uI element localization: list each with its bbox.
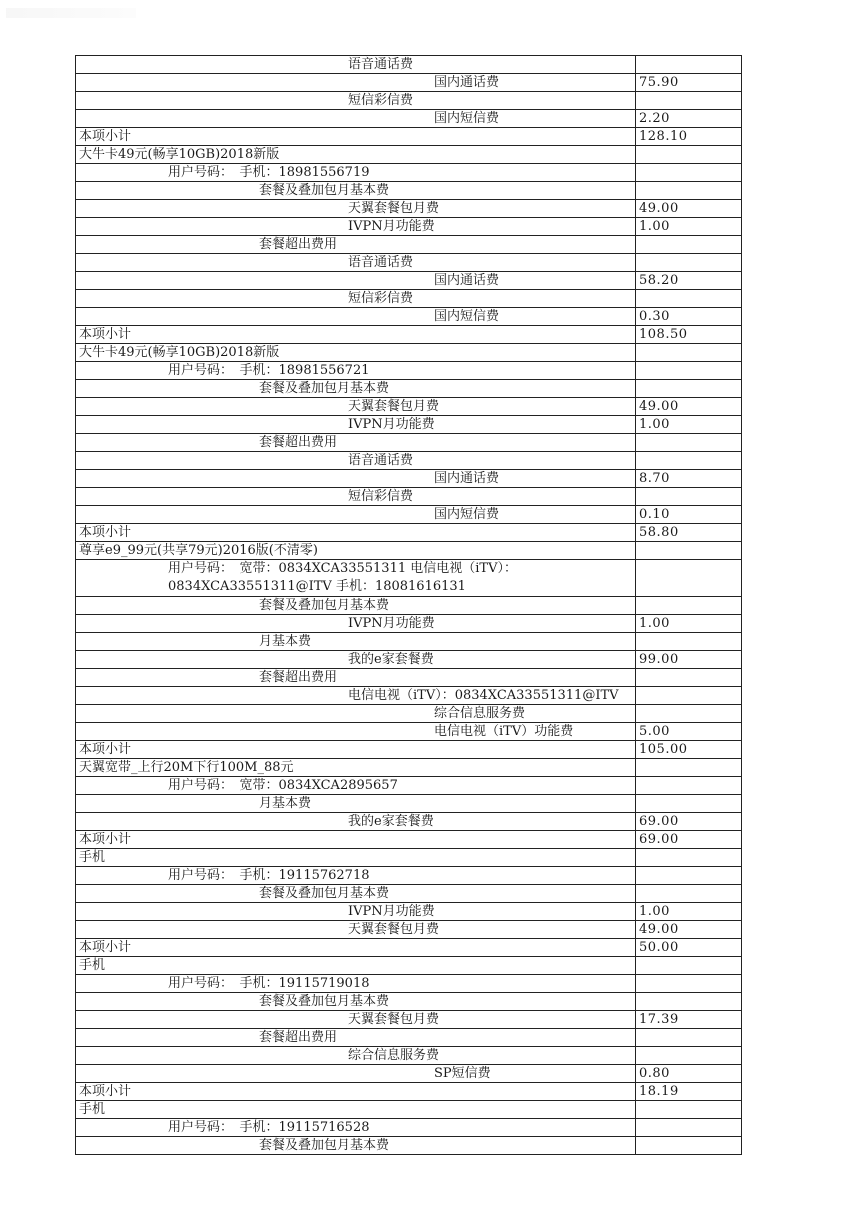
item-amount <box>636 164 742 182</box>
item-amount <box>636 542 742 560</box>
table-row <box>76 362 742 380</box>
item-label: 本项小计 <box>76 128 636 146</box>
item-label: 我的e家套餐费 <box>76 813 636 831</box>
item-label: 短信彩信费 <box>76 92 636 110</box>
subtotal-row <box>76 128 742 146</box>
item-label: 用户号码： 手机：18981556719 <box>76 164 636 182</box>
item-label: 套餐及叠加包月基本费 <box>76 993 636 1011</box>
table-row <box>76 92 742 110</box>
item-label: 语音通话费 <box>76 254 636 272</box>
item-label: 月基本费 <box>76 633 636 651</box>
item-amount: 99.00 <box>636 651 742 669</box>
item-label: 大牛卡49元(畅享10GB)2018新版 <box>76 146 636 164</box>
table-row <box>76 921 742 939</box>
table-row <box>76 560 742 597</box>
item-amount: 50.00 <box>636 939 742 957</box>
item-amount: 0.30 <box>636 308 742 326</box>
subtotal-row <box>76 1083 742 1101</box>
item-amount: 105.00 <box>636 741 742 759</box>
item-label: 套餐及叠加包月基本费 <box>76 182 636 200</box>
item-amount: 49.00 <box>636 398 742 416</box>
table-row <box>76 669 742 687</box>
item-amount <box>636 957 742 975</box>
item-amount: 1.00 <box>636 416 742 434</box>
item-amount <box>636 254 742 272</box>
item-label: 国内短信费 <box>76 506 636 524</box>
table-row <box>76 687 742 705</box>
item-amount <box>636 633 742 651</box>
item-amount <box>636 1101 742 1119</box>
item-amount: 17.39 <box>636 1011 742 1029</box>
item-amount: 2.20 <box>636 110 742 128</box>
table-row <box>76 452 742 470</box>
item-amount <box>636 795 742 813</box>
table-row <box>76 416 742 434</box>
item-label: IVPN月功能费 <box>76 615 636 633</box>
table-row <box>76 633 742 651</box>
item-label: 短信彩信费 <box>76 488 636 506</box>
table-row <box>76 867 742 885</box>
subtotal-row <box>76 741 742 759</box>
item-amount <box>636 560 742 597</box>
item-amount: 0.10 <box>636 506 742 524</box>
item-amount <box>636 290 742 308</box>
item-amount: 8.70 <box>636 470 742 488</box>
table-row <box>76 146 742 164</box>
table-row <box>76 56 742 74</box>
item-amount <box>636 993 742 1011</box>
item-label: 本项小计 <box>76 524 636 542</box>
item-label: SP短信费 <box>76 1065 636 1083</box>
item-amount: 0.80 <box>636 1065 742 1083</box>
item-amount <box>636 380 742 398</box>
table-row <box>76 795 742 813</box>
item-label: 套餐超出费用 <box>76 236 636 254</box>
item-label: IVPN月功能费 <box>76 903 636 921</box>
item-amount <box>636 849 742 867</box>
item-label: 短信彩信费 <box>76 290 636 308</box>
item-label: 天翼套餐包月费 <box>76 200 636 218</box>
table-row <box>76 218 742 236</box>
item-label: 语音通话费 <box>76 56 636 74</box>
item-label: 综合信息服务费 <box>76 1047 636 1065</box>
table-row <box>76 200 742 218</box>
item-amount: 58.80 <box>636 524 742 542</box>
table-row <box>76 813 742 831</box>
table-row <box>76 957 742 975</box>
item-label: 套餐及叠加包月基本费 <box>76 885 636 903</box>
item-amount <box>636 182 742 200</box>
item-label: 手机 <box>76 849 636 867</box>
item-amount: 18.19 <box>636 1083 742 1101</box>
item-label: 国内通话费 <box>76 74 636 92</box>
item-amount: 69.00 <box>636 813 742 831</box>
item-label: IVPN月功能费 <box>76 416 636 434</box>
item-amount <box>636 236 742 254</box>
item-label: 套餐超出费用 <box>76 434 636 452</box>
table-row <box>76 182 742 200</box>
table-row <box>76 705 742 723</box>
item-label: 用户号码： 手机：19115716528 <box>76 1119 636 1137</box>
table-row <box>76 110 742 128</box>
item-label: 我的e家套餐费 <box>76 651 636 669</box>
item-amount: 69.00 <box>636 831 742 849</box>
scan-artifact <box>6 8 136 18</box>
item-amount <box>636 92 742 110</box>
table-row <box>76 1029 742 1047</box>
table-row <box>76 506 742 524</box>
item-amount <box>636 434 742 452</box>
item-label: 套餐及叠加包月基本费 <box>76 1137 636 1155</box>
table-row <box>76 1047 742 1065</box>
subtotal-row <box>76 524 742 542</box>
item-amount: 5.00 <box>636 723 742 741</box>
item-amount <box>636 867 742 885</box>
item-amount <box>636 344 742 362</box>
subtotal-row <box>76 831 742 849</box>
table-row <box>76 993 742 1011</box>
item-label: 本项小计 <box>76 1083 636 1101</box>
item-label: 本项小计 <box>76 939 636 957</box>
item-label: 用户号码： 手机：19115762718 <box>76 867 636 885</box>
subtotal-row <box>76 326 742 344</box>
item-label: 用户号码： 宽带：0834XCA33551311 电信电视（iTV）：0834XCA33551311@ITV 手机：18081616131 <box>76 560 636 597</box>
item-amount: 1.00 <box>636 218 742 236</box>
table-row <box>76 434 742 452</box>
item-label: 手机 <box>76 957 636 975</box>
item-amount <box>636 452 742 470</box>
table-row <box>76 236 742 254</box>
item-amount: 108.50 <box>636 326 742 344</box>
item-label: 大牛卡49元(畅享10GB)2018新版 <box>76 344 636 362</box>
item-amount <box>636 759 742 777</box>
item-label: 套餐及叠加包月基本费 <box>76 597 636 615</box>
item-amount <box>636 975 742 993</box>
item-label: 国内短信费 <box>76 308 636 326</box>
item-label: 用户号码： 手机：18981556721 <box>76 362 636 380</box>
table-row <box>76 597 742 615</box>
table-row <box>76 488 742 506</box>
item-amount <box>636 1029 742 1047</box>
item-label: 本项小计 <box>76 741 636 759</box>
item-amount <box>636 705 742 723</box>
table-row <box>76 470 742 488</box>
item-amount <box>636 597 742 615</box>
table-row <box>76 344 742 362</box>
item-label: 国内通话费 <box>76 272 636 290</box>
item-label: 天翼套餐包月费 <box>76 921 636 939</box>
table-row <box>76 885 742 903</box>
table-row <box>76 164 742 182</box>
item-amount <box>636 1047 742 1065</box>
item-label: 天翼宽带_上行20M下行100M_88元 <box>76 759 636 777</box>
item-amount <box>636 669 742 687</box>
table-row <box>76 903 742 921</box>
table-row <box>76 615 742 633</box>
item-label: 国内通话费 <box>76 470 636 488</box>
table-row <box>76 777 742 795</box>
table-row <box>76 308 742 326</box>
item-label: 套餐超出费用 <box>76 1029 636 1047</box>
item-amount <box>636 885 742 903</box>
item-amount: 1.00 <box>636 903 742 921</box>
item-amount: 1.00 <box>636 615 742 633</box>
item-amount <box>636 1119 742 1137</box>
item-amount <box>636 56 742 74</box>
bill-table-body <box>76 56 742 1155</box>
item-amount: 49.00 <box>636 200 742 218</box>
bill-detail-table <box>75 55 742 1155</box>
item-label: 本项小计 <box>76 831 636 849</box>
item-amount <box>636 362 742 380</box>
item-label: 电信电视（iTV）功能费 <box>76 723 636 741</box>
item-amount <box>636 488 742 506</box>
item-amount: 75.90 <box>636 74 742 92</box>
item-label: IVPN月功能费 <box>76 218 636 236</box>
item-amount: 49.00 <box>636 921 742 939</box>
subtotal-row <box>76 939 742 957</box>
table-row <box>76 975 742 993</box>
item-amount <box>636 1137 742 1155</box>
item-amount <box>636 777 742 795</box>
table-row <box>76 723 742 741</box>
item-label: 天翼套餐包月费 <box>76 1011 636 1029</box>
table-row <box>76 1065 742 1083</box>
item-label: 语音通话费 <box>76 452 636 470</box>
item-amount: 128.10 <box>636 128 742 146</box>
table-row <box>76 380 742 398</box>
item-label: 国内短信费 <box>76 110 636 128</box>
table-row <box>76 849 742 867</box>
item-label: 套餐及叠加包月基本费 <box>76 380 636 398</box>
item-label: 月基本费 <box>76 795 636 813</box>
item-label: 天翼套餐包月费 <box>76 398 636 416</box>
table-row <box>76 542 742 560</box>
item-label: 本项小计 <box>76 326 636 344</box>
table-row <box>76 1119 742 1137</box>
table-row <box>76 759 742 777</box>
item-amount <box>636 146 742 164</box>
table-row <box>76 1101 742 1119</box>
table-row <box>76 1137 742 1155</box>
table-row <box>76 74 742 92</box>
item-label: 套餐超出费用 <box>76 669 636 687</box>
table-row <box>76 398 742 416</box>
table-row <box>76 651 742 669</box>
item-amount: 58.20 <box>636 272 742 290</box>
table-row <box>76 1011 742 1029</box>
item-label: 综合信息服务费 <box>76 705 636 723</box>
item-amount <box>636 687 742 705</box>
item-label: 用户号码： 手机：19115719018 <box>76 975 636 993</box>
table-row <box>76 254 742 272</box>
table-row <box>76 272 742 290</box>
item-label: 用户号码： 宽带：0834XCA2895657 <box>76 777 636 795</box>
item-label: 尊享e9_99元(共享79元)2016版(不清零) <box>76 542 636 560</box>
table-row <box>76 290 742 308</box>
item-label: 电信电视（iTV）：0834XCA33551311@ITV <box>76 687 636 705</box>
item-label: 手机 <box>76 1101 636 1119</box>
